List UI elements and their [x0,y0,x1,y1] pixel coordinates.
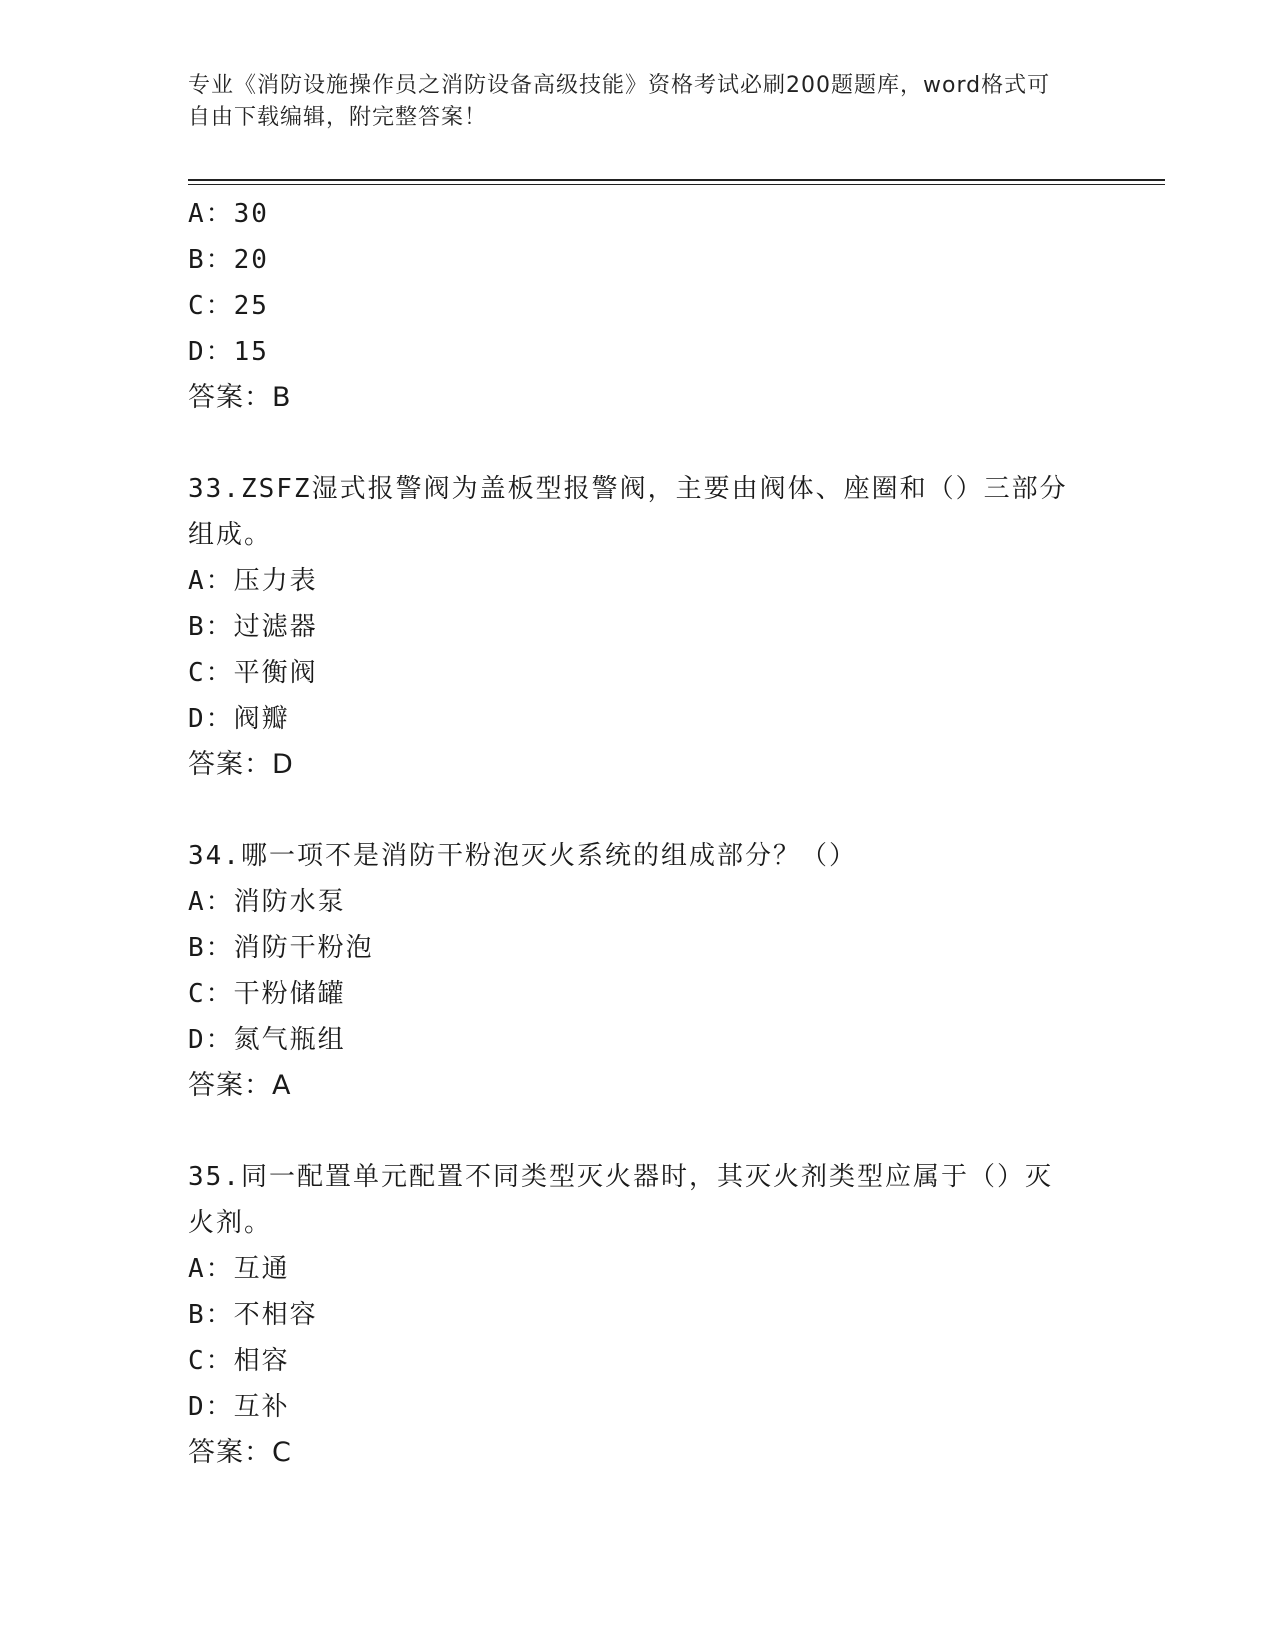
spacer [188,421,1088,466]
option-c: C：25 [188,291,269,321]
spacer [188,1109,1088,1154]
option-d: D：15 [188,337,269,367]
question-33 [188,466,1088,788]
document-header [188,70,1068,134]
option-a: A：消防水泵 [188,887,346,917]
spacer [188,788,1088,833]
question-stem: 34.哪一项不是消防干粉泡灭火系统的组成部分？（） [188,841,857,871]
question-stem-continued: 火剂。 [188,1208,273,1238]
header-title: 专业《消防设施操作员之消防设备高级技能》资格考试必刷200题题库，word格式可自由下载编辑，附完整答案！ [188,73,1051,130]
option-b: B：不相容 [188,1300,318,1330]
option-a: A：互通 [188,1254,290,1284]
answer-line: 答案：C [188,1437,292,1468]
option-b: B：过滤器 [188,612,318,642]
question-stem: 33.ZSFZ湿式报警阀为盖板型报警阀，主要由阀体、座圈和（）三部分 [188,474,1068,504]
option-a: A：压力表 [188,566,318,596]
header-divider-thin [188,184,1165,185]
option-d: D：氮气瓶组 [188,1025,346,1055]
answer-line: 答案：D [188,749,294,780]
option-d: D：互补 [188,1392,290,1422]
question-35 [188,1154,1088,1476]
option-b: B：20 [188,245,269,275]
option-a: A：30 [188,199,269,229]
option-c: C：干粉储罐 [188,979,346,1009]
answer-line: 答案：B [188,382,292,413]
document-body [188,191,1088,1476]
header-divider-thick [188,179,1165,181]
option-c: C：相容 [188,1346,290,1376]
option-c: C：平衡阀 [188,658,318,688]
question-stem: 35.同一配置单元配置不同类型灭火器时，其灭火剂类型应属于（）灭 [188,1162,1053,1192]
option-d: D：阀瓣 [188,704,290,734]
answer-line: 答案：A [188,1070,292,1101]
option-b: B：消防干粉泡 [188,933,374,963]
question-32-partial [188,191,1088,421]
question-34 [188,833,1088,1109]
question-stem-continued: 组成。 [188,520,273,550]
